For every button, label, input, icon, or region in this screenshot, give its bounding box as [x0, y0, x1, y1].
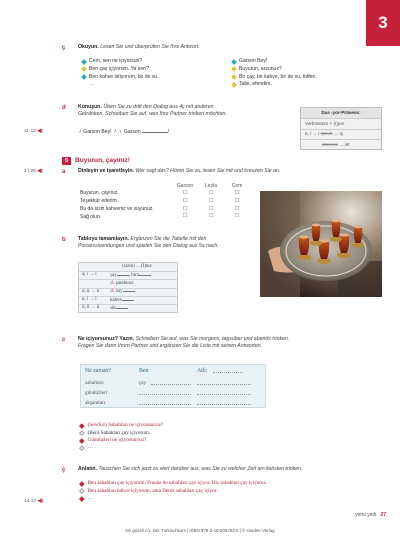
- blank-line[interactable]: [151, 381, 191, 385]
- column-header: Garson: [176, 182, 194, 189]
- audio-track[interactable]: 14-17 ◀): [24, 499, 43, 504]
- dialog-line: Garson Bey!: [232, 58, 382, 66]
- audio-track[interactable]: 11-13 ◀): [24, 129, 43, 134]
- female-symbol-icon: ♀: [118, 129, 123, 135]
- warning-icon: ⚠: [110, 280, 115, 286]
- section-5-header: [62, 157, 130, 166]
- section-number: 5: [62, 157, 71, 165]
- blank-line[interactable]: [123, 288, 135, 292]
- exercise-c-top: [62, 44, 65, 52]
- tea-tray-photo: [260, 191, 382, 297]
- table-row: ⚠ şarabınız: [79, 279, 177, 287]
- speaker-icon: ◀): [37, 169, 43, 174]
- page-number: yirmi yedi 27: [355, 512, 386, 518]
- checkbox[interactable]: ☐: [234, 190, 240, 197]
- table-row: ö, ü → ü süt: [79, 304, 177, 312]
- table-header: Adı:: [197, 368, 208, 374]
- row-label: akşamları: [85, 400, 106, 406]
- dialog-line: Ben çay içiyorum. Ya sen?: [82, 66, 232, 74]
- dialog-right: [232, 58, 382, 88]
- checkbox[interactable]: ☐: [208, 205, 214, 212]
- table-row: Teşekkür ederim. ☐ ☐ ☐: [78, 198, 250, 206]
- dialog-line: Ben kahve istiyorum, bir de su.: [82, 73, 232, 81]
- open-diamond-icon: [79, 445, 84, 450]
- checkbox[interactable]: ☐: [234, 205, 240, 212]
- list-item: Gündüzleri ne içiyorsun/uz?: [80, 437, 320, 444]
- cell-value: çay: [139, 380, 147, 386]
- dialog-left: [82, 58, 232, 88]
- yellow-diamond-icon: [81, 67, 87, 73]
- list-item: …: [80, 495, 385, 502]
- exercise-b-instruction: Tabloyu tamamlayın. Ergänzen Sie die Tabelle mit den Possessivendungen und spielen Sie den Dialog aus 5a nach.: [78, 236, 219, 250]
- grammar-box: [300, 107, 382, 150]
- audio-track[interactable]: 1 | 26 ◀): [24, 169, 43, 174]
- exercise-cc-instruction: Anlatın. Tauschen Sie sich jetzt zu viert darüber aus, was Sie zu welcher Zeit am liebsten trinken.: [78, 466, 303, 472]
- table-row: Buyurun, çayınız. ☐ ☐ ☐: [78, 190, 250, 198]
- list-item: Ben sabahları kahve içiyorum, ama Deniz sabahları çay içiyor.: [80, 487, 385, 494]
- exercise-letter: a: [62, 169, 66, 175]
- blank-line[interactable]: [139, 401, 191, 405]
- grammar-title: Das -yor-Präsens:: [301, 108, 381, 118]
- red-diamond-icon: [79, 481, 84, 486]
- checkbox[interactable]: ☐: [182, 205, 188, 212]
- checkbox[interactable]: ☐: [208, 190, 214, 197]
- blue-diamond-icon: [81, 74, 87, 80]
- table-row: Sağ olun. ☐ ☐ ☐: [78, 213, 250, 221]
- red-diamond-icon: [79, 496, 84, 501]
- checkbox[interactable]: ☐: [208, 213, 214, 220]
- list-item: … .: [80, 444, 320, 451]
- blank-line[interactable]: [197, 381, 251, 385]
- speaker-icon: ◀): [37, 129, 43, 134]
- dialog-line: Cem, sen ne içiyorsun?: [82, 58, 232, 66]
- dialog-line: Bir çay, bir kahve, bir de su, lütfen.: [232, 73, 382, 81]
- section-title: Buyurun, çayınız!: [75, 157, 130, 164]
- blank-line[interactable]: [197, 401, 251, 405]
- row-label: gündüzleri: [85, 390, 108, 396]
- chapter-tab: [366, 0, 400, 46]
- table-row: e, i → i kahve: [79, 296, 177, 304]
- table-header: Ben: [139, 368, 149, 374]
- tea-photo-illustration: [260, 191, 382, 297]
- blue-diamond-icon: [81, 59, 87, 65]
- row-label: sabahları: [85, 380, 104, 386]
- speaker-icon: ◀): [37, 499, 43, 504]
- list-item: (Sen/Siz) Sabahları ne içiyorsun/uz?: [80, 422, 320, 429]
- checkbox[interactable]: ☐: [182, 190, 188, 197]
- grammar-row: Verbstamm + (I)yor: [301, 118, 381, 128]
- table-row: Bu da sizin kahveniz ve suyunuz. ☐ ☐ ☐: [78, 205, 250, 213]
- column-header: Leyla: [205, 182, 217, 189]
- blank-line[interactable]: [139, 391, 191, 395]
- checkbox[interactable]: ☐: [208, 197, 214, 204]
- yellow-diamond-icon: [231, 67, 237, 73]
- yellow-diamond-icon: [231, 74, 237, 80]
- dialog-line: …: [89, 81, 95, 88]
- blank-line[interactable]: [116, 305, 128, 309]
- exercise-instruction: Okuyun. Lesen Sie und überprüfen Sie Ihre Antwort.: [78, 44, 200, 50]
- table-row: o, u → u ⚠ suy: [79, 288, 177, 296]
- red-diamond-icon: [79, 423, 84, 428]
- column-header: Cem: [231, 182, 243, 189]
- who-says-table: [78, 182, 250, 221]
- exercise-d-instruction: Konuşun. Üben Sie zu dritt den Dialog aus 4ç mit anderen Getränken. Schreiben Sie auf, was Ihre Partner trinken möchten.: [78, 104, 227, 118]
- yellow-diamond-icon: [231, 82, 237, 88]
- blank-line[interactable]: [122, 297, 134, 301]
- checkbox[interactable]: ☐: [182, 197, 188, 204]
- name-blank[interactable]: [213, 369, 243, 373]
- grammar-row: istemek → ist: [301, 139, 381, 149]
- checkbox[interactable]: ☐: [234, 197, 240, 204]
- exercise-letter: c: [62, 337, 66, 343]
- warning-icon: ⚠: [110, 289, 115, 295]
- blank-line[interactable]: [142, 129, 168, 133]
- possessive-table: [78, 262, 178, 313]
- dialog-line: Buyurun, arzunuz?: [232, 66, 382, 74]
- table-header: (sizin) …(I)nız: [122, 263, 152, 269]
- garson-prompt: ♂ Garson Bey! / ♀ Garson !: [78, 129, 170, 135]
- footer: Ne güzel! A1, Der Türkischkurs | ISBN 978-3-19-005253-0 | © Hueber Verlag: [125, 528, 275, 533]
- open-diamond-icon: [79, 431, 84, 436]
- exercise-letter: ç: [62, 467, 66, 473]
- exercise-c-instruction: Ne içiyorsunuz? Yazın. Schreiben Sie auf, was Sie morgens, tagsüber und abends trinken. Fragen Sie dann Ihren Partner und ergänzen Sie die Liste mit seinen Antworten.: [78, 336, 290, 350]
- chapter-number: 3: [378, 12, 388, 32]
- example-answers: [80, 422, 320, 452]
- blue-diamond-icon: [231, 59, 237, 65]
- exercise-letter: ç: [62, 45, 66, 51]
- list-item: (Ben) Sabahları çay içiyorum.: [80, 429, 320, 436]
- exercise-letter: b: [62, 237, 66, 243]
- open-diamond-icon: [79, 489, 84, 494]
- list-item: Ben sabahları çay içiyorum. Frauke de sabahları çay içiyor. Biz sabahları çay içiyoruz.: [80, 480, 385, 487]
- table-row: a, ı → ı çay , bira: [79, 271, 177, 279]
- male-symbol-icon: ♂: [78, 129, 82, 135]
- exercise-d: d: [62, 105, 66, 111]
- dialog-line: Tabii, efendim.: [232, 81, 382, 89]
- checkbox[interactable]: ☐: [182, 213, 188, 220]
- example-sentences: [80, 480, 385, 502]
- blank-line[interactable]: [117, 272, 129, 276]
- blank-line[interactable]: [197, 391, 251, 395]
- table-header: Ne zaman?: [85, 368, 111, 374]
- drink-time-table: [80, 364, 266, 408]
- blank-line[interactable]: [139, 272, 151, 276]
- checkbox[interactable]: ☐: [234, 213, 240, 220]
- exercise-a-instruction: Dinleyin ve işaretleyin. Wer sagt das? Hören Sie zu, lesen Sie mit und kreuzen Sie an.: [78, 168, 281, 174]
- grammar-row: e, i → i içmek → iç: [301, 129, 381, 139]
- red-diamond-icon: [79, 438, 84, 443]
